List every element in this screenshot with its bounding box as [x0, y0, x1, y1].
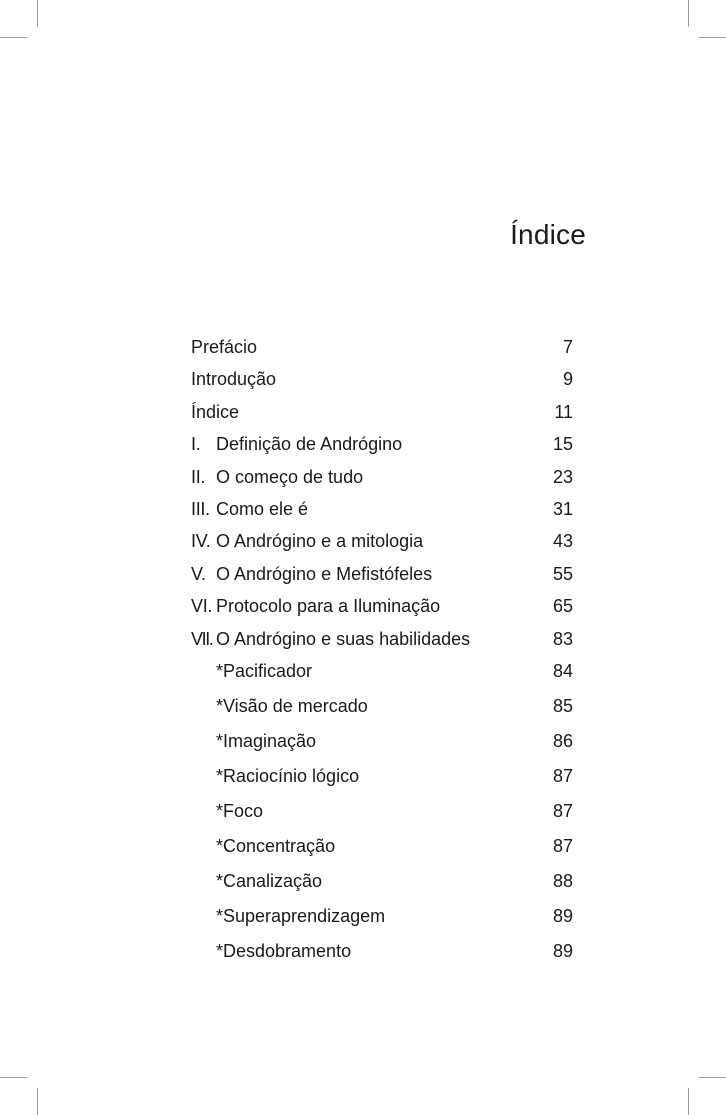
- toc-subentry-label: *Concentração: [216, 835, 336, 856]
- crop-mark-top-right-vertical: [688, 0, 689, 27]
- toc-chapter[interactable]: [191, 463, 573, 495]
- toc-subentry-page: 87: [552, 835, 573, 856]
- toc-entry-page: 15: [552, 434, 573, 455]
- toc-entry-page: 23: [552, 466, 573, 487]
- toc-subentry-label: *Raciocínio lógico: [216, 765, 360, 786]
- toc-subentry-label: *Visão de mercado: [216, 695, 368, 716]
- toc-entry-page: 7: [562, 337, 573, 357]
- toc-subentry-label: *Imaginação: [216, 730, 317, 751]
- table-of-contents: [191, 333, 573, 972]
- toc-subentry-label: *Desdobramento: [216, 940, 352, 961]
- toc-subentry[interactable]: [191, 762, 573, 797]
- toc-subentry-label: *Pacificador: [216, 660, 313, 681]
- toc-chapter-number: III.: [191, 498, 210, 519]
- toc-entry-label: Protocolo para a Iluminação: [216, 596, 441, 617]
- toc-entry-page: 83: [552, 628, 573, 649]
- toc-chapter[interactable]: [191, 625, 573, 657]
- toc-subentry[interactable]: [191, 692, 573, 727]
- toc-entry[interactable]: [191, 398, 573, 430]
- toc-subentry[interactable]: [191, 937, 573, 972]
- toc-entry-label: O Andrógino e a mitologia: [216, 531, 424, 552]
- crop-mark-bottom-right-horizontal: [699, 1077, 726, 1078]
- toc-subentry[interactable]: [191, 797, 573, 832]
- toc-subentry-label: *Superaprendizagem: [216, 905, 386, 926]
- toc-entry-label: O começo de tudo: [216, 466, 364, 487]
- toc-chapter-number: I.: [191, 434, 201, 455]
- toc-chapter[interactable]: [191, 560, 573, 592]
- toc-subentry-page: 85: [552, 695, 573, 716]
- toc-subentry-page: 86: [552, 730, 573, 751]
- page-title: Índice: [510, 218, 586, 250]
- toc-entry-label: Índice: [191, 401, 240, 422]
- toc-subentry[interactable]: [191, 832, 573, 867]
- crop-mark-top-right-horizontal: [699, 37, 726, 38]
- crop-mark-bottom-left-vertical: [37, 1088, 38, 1115]
- toc-entry-page: 9: [562, 369, 573, 390]
- crop-mark-bottom-right-vertical: [688, 1088, 689, 1115]
- toc-subentry-page: 89: [552, 905, 573, 926]
- toc-entry-label: O Andrógino e suas habilidades: [216, 628, 471, 649]
- crop-mark-bottom-left-horizontal: [0, 1077, 27, 1078]
- toc-chapter-number: IV.: [191, 531, 211, 552]
- toc-chapter-number: II.: [191, 466, 206, 487]
- toc-entry-label: Definição de Andrógino: [216, 434, 403, 455]
- toc-subentry-label: *Foco: [216, 800, 264, 821]
- toc-subentry-page: 87: [552, 800, 573, 821]
- toc-chapter[interactable]: [191, 527, 573, 559]
- crop-mark-top-left-horizontal: [0, 37, 27, 38]
- toc-chapter[interactable]: [191, 430, 573, 462]
- toc-subentry-page: 87: [552, 765, 573, 786]
- toc-chapter-number: VI.: [191, 596, 213, 617]
- toc-subentry[interactable]: [191, 902, 573, 937]
- toc-subentry[interactable]: [191, 867, 573, 902]
- toc-entry-label: Como ele é: [216, 498, 309, 519]
- toc-subentry-page: 88: [552, 870, 573, 891]
- toc-chapter[interactable]: [191, 592, 573, 624]
- toc-entry-label: O Andrógino e Mefistófeles: [216, 563, 433, 584]
- toc-entry-page: 31: [552, 498, 573, 519]
- toc-subentry-page: 84: [552, 660, 573, 681]
- toc-entry-page: 43: [552, 531, 573, 552]
- toc-subentry-page: 89: [552, 940, 573, 961]
- toc-entry[interactable]: [191, 333, 573, 365]
- toc-chapter-number: VII.: [191, 628, 213, 649]
- toc-entry-page: 11: [554, 401, 573, 422]
- toc-entry-page: 55: [552, 563, 573, 584]
- toc-subentry[interactable]: [191, 657, 573, 692]
- toc-entry-page: 65: [552, 596, 573, 617]
- toc-entry-label: Introdução: [191, 369, 277, 390]
- toc-entry[interactable]: [191, 365, 573, 397]
- toc-subentry[interactable]: [191, 727, 573, 762]
- toc-entry-label: Prefácio: [191, 337, 258, 357]
- toc-chapter[interactable]: [191, 495, 573, 527]
- toc-subentry-label: *Canalização: [216, 870, 323, 891]
- toc-chapter-number: V.: [191, 563, 206, 584]
- crop-mark-top-left-vertical: [37, 0, 38, 27]
